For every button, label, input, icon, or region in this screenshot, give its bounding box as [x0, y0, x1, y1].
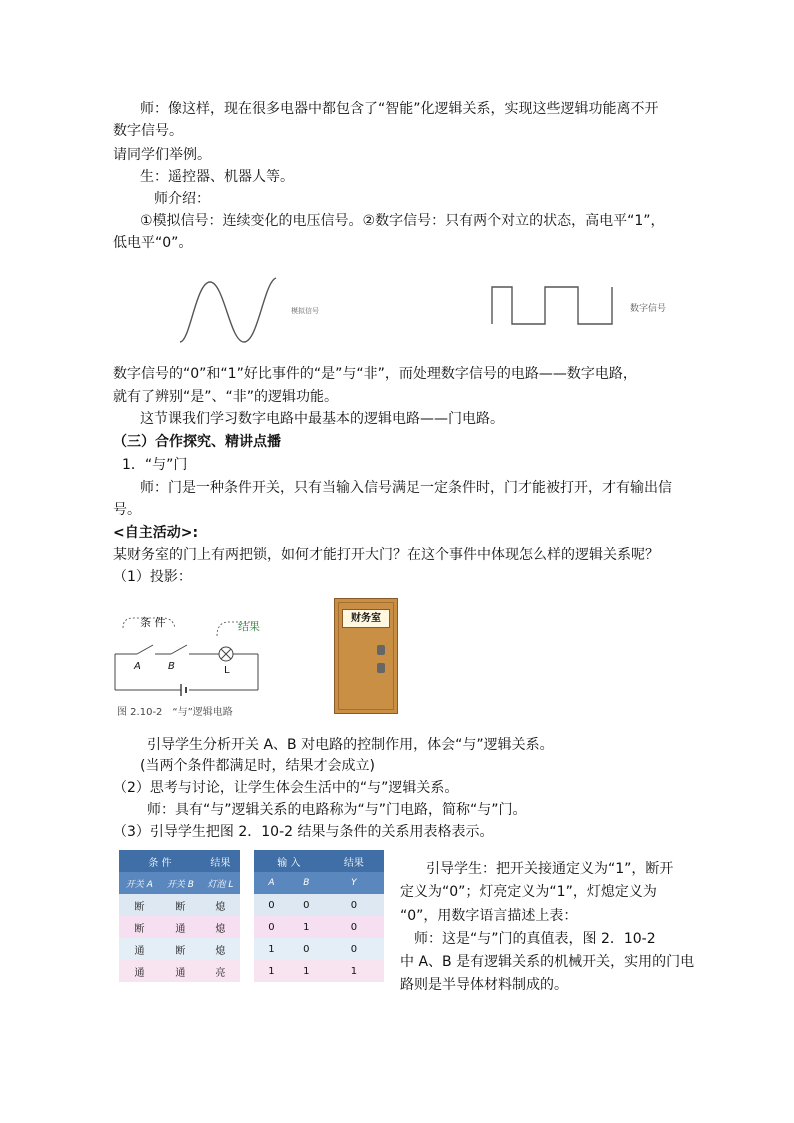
table2-header-input: 输 入 [254, 850, 324, 872]
para-gate-definition-line1: 师：门是一种条件开关，只有当输入信号满足一定条件时，门才能被打开，才有输出信 [140, 480, 672, 496]
table-row [254, 916, 384, 938]
table2-header-y: Y [324, 872, 384, 894]
para-and-gate-definition: 师：具有“与”逻辑关系的电路称为“与”门电路，简称“与”门。 [147, 802, 527, 818]
table1-header-condition: 条 件 [119, 850, 201, 872]
digital-signal-figure [490, 282, 620, 332]
table-cell: 1 [324, 960, 384, 982]
table1-header-lamp: 灯泡 L [201, 872, 240, 894]
side-text-line4: 师：这是“与”门的真值表，图 2．10-2 [414, 931, 656, 947]
table-cell: 通 [119, 960, 160, 982]
table-row [119, 894, 240, 916]
para-teacher-1-line1: 师：像这样，现在很多电器中都包含了“智能”化逻辑关系，实现这些逻辑功能离不开 [140, 101, 659, 117]
circuit-caption: 图 2.10-2 “与”逻辑电路 [117, 707, 233, 718]
item-projection: （1）投影： [113, 569, 192, 585]
table-cell: 熄 [201, 894, 240, 916]
para-teacher-intro: 师介绍： [154, 191, 210, 207]
table-row [119, 916, 240, 938]
para-lesson-topic: 这节课我们学习数字电路中最基本的逻辑电路——门电路。 [140, 411, 504, 427]
table-cell: 0 [289, 938, 324, 960]
table-cell: 0 [324, 916, 384, 938]
table2-header-a: A [254, 872, 289, 894]
para-signals-line1: ①模拟信号：连续变化的电压信号。②数字信号：只有两个对立的状态，高电平“1”， [140, 213, 665, 229]
digital-signal-label: 数字信号 [630, 304, 667, 314]
table-cell: 0 [324, 894, 384, 916]
lamp-label: L [224, 665, 230, 676]
circuit-result-label: 结果 [238, 620, 260, 633]
table-cell: 0 [254, 916, 289, 938]
table1-header-result: 结果 [201, 850, 240, 872]
table1-header-switch-a: 开关 A [119, 872, 160, 894]
table-cell: 熄 [201, 938, 240, 960]
door-sign-text: 财务室 [351, 613, 381, 624]
truth-table [254, 850, 384, 982]
door-sign [342, 609, 390, 628]
switch-a-label: A [134, 661, 141, 672]
subheading-and-gate: 1．“与”门 [122, 457, 188, 473]
table-row [119, 938, 240, 960]
para-finance-door-question: 某财务室的门上有两把锁，如何才能打开大门？在这个事件中体现怎么样的逻辑关系呢？ [113, 547, 659, 563]
para-digital-circuit-line1: 数字信号的“0”和“1”好比事件的“是”与“非”，而处理数字信号的电路——数字电路， [113, 366, 637, 382]
table-cell: 1 [254, 938, 289, 960]
para-student-answer: 生：遥控器、机器人等。 [140, 169, 294, 185]
circuit-condition-label: 条 件 [140, 616, 166, 629]
table2-header-result: 结果 [324, 850, 384, 872]
side-text-line5: 中 A、B 是有逻辑关系的机械开关，实用的门电 [400, 954, 695, 970]
table-cell: 0 [254, 894, 289, 916]
analog-signal-label: 模拟信号 [291, 307, 319, 315]
finance-room-door [334, 598, 398, 714]
para-both-conditions: (当两个条件都满足时，结果才会成立) [140, 758, 375, 774]
lock-icon [377, 645, 385, 655]
table2-header-b: B [289, 872, 324, 894]
switch-b-label: B [168, 661, 175, 672]
lock-icon [377, 663, 385, 673]
para-signals-line2: 低电平“0”。 [113, 235, 193, 251]
table-cell: 1 [289, 960, 324, 982]
table-cell: 断 [119, 894, 160, 916]
para-ask-examples: 请同学们举例。 [113, 147, 211, 163]
table-cell: 通 [160, 916, 201, 938]
table-row [254, 894, 384, 916]
table-cell: 0 [289, 894, 324, 916]
activity-heading: <自主活动>: [113, 525, 199, 541]
para-gate-definition-line2: 号。 [113, 502, 141, 518]
table-cell: 熄 [201, 916, 240, 938]
analog-signal-figure [172, 272, 292, 352]
table-cell: 断 [119, 916, 160, 938]
side-text-line6: 路则是半导体材料制成的。 [400, 977, 568, 993]
para-teacher-1-line2: 数字信号。 [113, 123, 183, 139]
para-digital-circuit-line2: 就有了辨别“是”、“非”的逻辑功能。 [113, 389, 339, 405]
table-cell: 断 [160, 894, 201, 916]
section-heading-3: （三）合作探究、精讲点播 [113, 434, 281, 450]
table-cell: 1 [254, 960, 289, 982]
table-cell: 亮 [201, 960, 240, 982]
side-text-line2: 定义为“0”；灯亮定义为“1”，灯熄定义为 [400, 884, 657, 900]
side-text-line1: 引导学生：把开关接通定义为“1”，断开 [426, 861, 674, 877]
table-row [254, 960, 384, 982]
table-cell: 通 [119, 938, 160, 960]
table-cell: 断 [160, 938, 201, 960]
table-cell: 0 [324, 938, 384, 960]
table-cell: 通 [160, 960, 201, 982]
table1-header-switch-b: 开关 B [160, 872, 201, 894]
side-text-line3: “0”，用数字语言描述上表： [400, 908, 578, 924]
table-cell: 1 [289, 916, 324, 938]
condition-result-table [119, 850, 240, 982]
para-guide-analysis: 引导学生分析开关 A、B 对电路的控制作用，体会“与”逻辑关系。 [147, 737, 554, 753]
item-table-representation: （3）引导学生把图 2．10-2 结果与条件的关系用表格表示。 [113, 824, 494, 840]
item-discussion: （2）思考与讨论，让学生体会生活中的“与”逻辑关系。 [113, 780, 459, 796]
table-row [119, 960, 240, 982]
table-row [254, 938, 384, 960]
